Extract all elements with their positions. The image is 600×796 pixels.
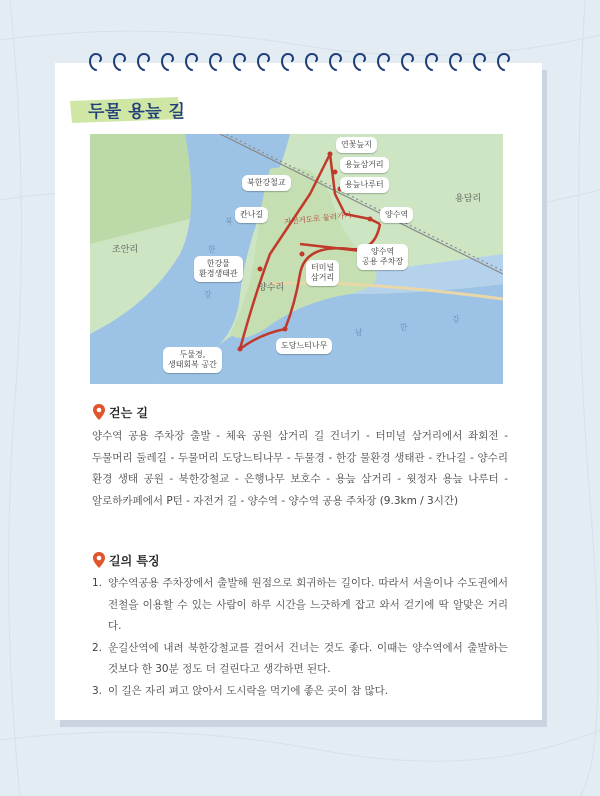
walking-route-heading: 걷는 길 xyxy=(109,406,148,420)
list-item-number: 1. xyxy=(92,577,103,589)
river-char-gang: 강 xyxy=(204,290,212,299)
label-yangsu-parking: 양수역 공용 주차장 xyxy=(357,244,408,270)
label-yangsu-station: 양수역 xyxy=(380,207,413,223)
features-list xyxy=(92,573,508,702)
list-item-text: 양수역공용 주차장에서 출발해 원점으로 회귀하는 길이다. 따라서 서울이나 수도권에서 전철을 이용할 수 있는 사람이 하루 시간을 느긋하게 잡고 와서 걷기에 딱 알맞은 거리다. xyxy=(108,577,508,632)
features-heading: 길의 특징 xyxy=(109,554,160,568)
list-item xyxy=(92,638,508,681)
place-joanri: 조안리 xyxy=(112,245,139,255)
label-kannagil: 칸나길 xyxy=(235,207,268,223)
walking-route-text: 양수역 공용 주차장 출발 - 체육 공원 삼거리 길 건너기 - 터미널 삼거리에서 좌회전 - 두물머리 둘레길 - 두물머리 도당느티나무 - 두물경 - 한강 물환경 생태관 - 칸나길 - 양수리 환경 생태 공원 - 북한강철교 - 은행나무 보호수 - 용늪 삼거리 - 윗정자 용늪 나루터 - 알로하카페에서 P턴 - 자전거 길 - 양수역 - 양수역 공용 주차장 (9.3km / 3시간) xyxy=(92,430,508,507)
river-char-gang-2: 강 xyxy=(452,315,460,324)
place-yangsuri: 양수리 xyxy=(258,283,285,293)
bike-path-label: 자전거도로 둘러가기 xyxy=(283,210,352,227)
list-item-text: 이 길은 자리 펴고 앉아서 도시락을 먹기에 좋은 곳이 참 많다. xyxy=(108,684,389,697)
label-dodang-tree: 도당느티나무 xyxy=(276,338,332,354)
river-char-buk: 북 xyxy=(225,217,233,226)
page-title: 두물 용늪 길 xyxy=(88,102,186,122)
page-title-block xyxy=(66,91,186,127)
list-item xyxy=(92,681,508,703)
list-item-number: 2. xyxy=(92,641,103,654)
label-yongneup-samgeori: 용늪삼거리 xyxy=(340,157,389,173)
spiral-binding xyxy=(88,50,518,80)
route-map xyxy=(90,134,503,384)
map-pin-icon xyxy=(92,551,106,569)
list-item-number: 3. xyxy=(92,684,103,697)
label-eco-museum: 한강물 환경생태관 xyxy=(194,256,243,282)
river-char-nam: 남 xyxy=(355,328,363,337)
place-yongdamri: 용담리 xyxy=(455,194,482,204)
list-item xyxy=(92,573,508,638)
label-yeonkkot: 연꽃늪지 xyxy=(336,137,377,153)
label-dumulgyeong: 두물경, 생태회복 공간 xyxy=(163,347,222,373)
map-pin-icon xyxy=(92,403,106,421)
river-char-han-2: 한 xyxy=(400,323,408,332)
list-item-text: 운길산역에 내려 북한강철교를 걸어서 건너는 것도 좋다. 이때는 양수역에서 출발하는 것보다 한 30분 정도 더 걸린다고 생각하면 된다. xyxy=(108,641,508,675)
label-yongneup-narutuh: 용늪나루터 xyxy=(340,177,389,193)
river-char-han: 한 xyxy=(208,245,216,254)
label-terminal-junction: 터미널 삼거리 xyxy=(306,260,339,286)
label-bukhangang-bridge: 북한강철교 xyxy=(242,175,291,191)
